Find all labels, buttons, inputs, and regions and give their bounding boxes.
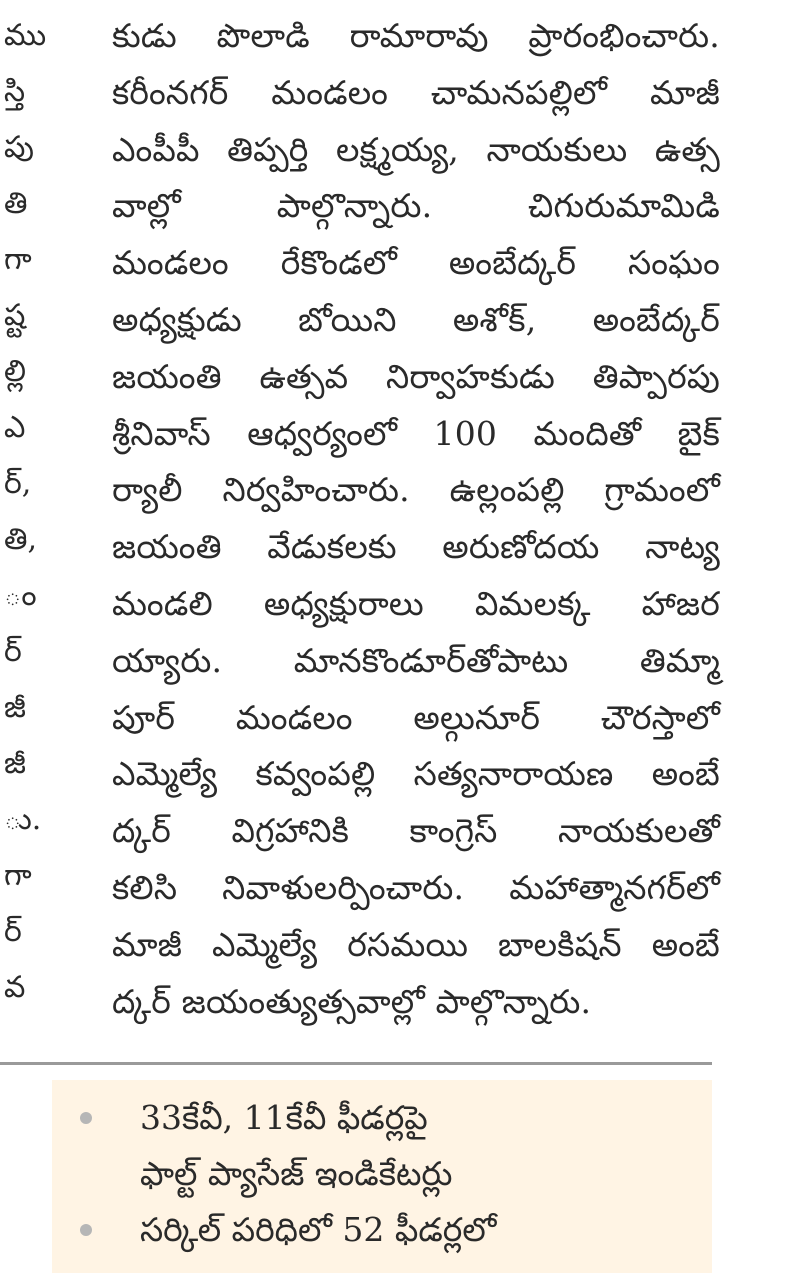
left-fragment: ర్ [4,634,22,669]
highlight-line: ఫాల్ట్ ప్యాసేజ్ ఇండికేటర్లు [140,1154,453,1193]
highlight-item [60,1202,700,1258]
article-line: ఎమ్మెల్యే కవ్వంపల్లి సత్యనారాయణ అంబే [112,754,720,794]
left-fragment: వ [4,970,26,1005]
article-line: జయంతి ఉత్సవ నిర్వాహకుడు తిప్పారపు [112,356,720,396]
left-fragment: ష్ట [4,298,26,333]
article-line: వాల్లో పాల్గొన్నారు. చిగురుమామిడి [112,186,720,226]
article-line: మాజీ ఎమ్మెల్యే రసమయి బాలకిషన్ అంబే [112,924,720,964]
left-fragment: ము [4,18,47,53]
left-fragment: గా [4,242,32,277]
article-line: ఎంపీపీ తిప్పర్తి లక్ష్మయ్య, నాయకులు ఉత్స [112,129,720,169]
left-fragment: ు. [4,802,42,837]
section-divider [0,1062,712,1065]
article-body [112,8,720,1030]
article-line: కుడు పొలాడి రామారావు ప్రారంభించారు. [112,16,720,55]
highlight-line: 33కేవీ, 11కేవీ ఫీడర్లపై [140,1098,428,1137]
page-edge [788,0,800,1273]
left-fragment: ం [4,578,37,613]
left-fragment: గా [4,858,32,893]
article-line: పూర్ మండలం అల్గునూర్ చౌరస్తాలో [112,697,720,737]
article-line: అధ్యక్షుడు బోయిని అశోక్, అంబేద్కర్ [112,299,720,339]
left-fragment: ర్ [4,914,22,949]
highlights-list [60,1090,700,1258]
article-line: కరీంనగర్ మండలం చామనపల్లిలో మాజీ [112,72,720,112]
left-column-fragments [0,0,60,1060]
left-fragment: ఎ [4,410,26,445]
article-line: శ్రీనివాస్ ఆధ్వర్యంలో 100 మందితో బైక్ [112,413,720,453]
bullet-dot-icon [80,1224,92,1236]
article-line: ర్యాలీ నిర్వహించారు. ఉల్లంపల్లి గ్రామంలో [112,470,720,510]
article-line: మండలి అధ్యక్షురాలు విమలక్క హాజర [112,583,720,623]
left-fragment: స్తి [4,74,26,109]
article-line: జయంతి వేడుకలకు అరుణోదయ నాట్య [112,527,720,567]
left-fragment: జీ [4,746,26,781]
article-line: ద్కర్ విగ్రహానికి కాంగ్రెస్ నాయకులతో [112,811,720,851]
left-fragment: తి [4,186,28,221]
left-fragment: జీ [4,690,26,725]
article-line: కలిసి నివాళులర్పించారు. మహాత్మానగర్‌లో [112,867,720,907]
left-fragment: తి, [4,522,37,557]
left-fragment: ల్లి [4,354,26,389]
highlight-line: సర్కిల్ పరిధిలో 52 ఫీడర్లలో [140,1210,497,1249]
highlight-item [60,1090,700,1202]
bullet-dot-icon [80,1112,92,1124]
article-line: య్యారు. మానకొండూర్‌తోపాటు తిమ్మా [112,640,720,680]
left-fragment: ర్, [4,466,32,501]
article-line: ద్కర్ జయంత్యుత్సవాల్లో పాల్గొన్నారు. [112,981,592,1021]
left-fragment: పు [4,130,34,165]
article-line: మండలం రేకొండలో అంబేద్కర్ సంఘం [112,243,720,283]
